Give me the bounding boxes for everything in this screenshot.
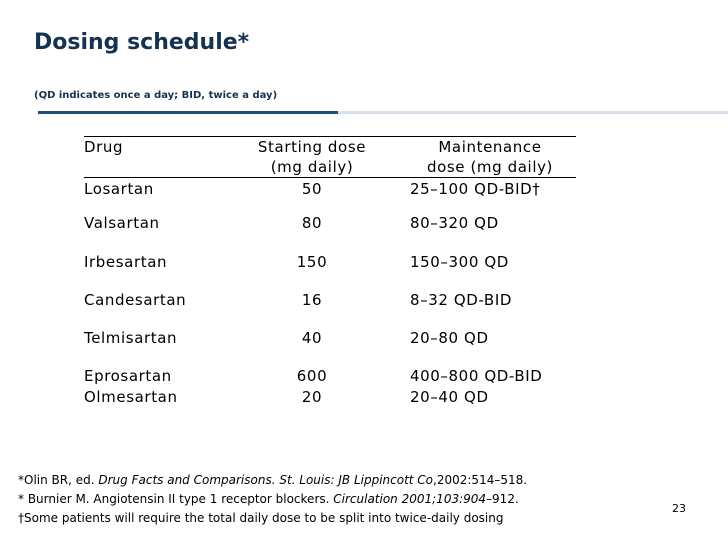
references-block <box>18 471 527 528</box>
cell-drug: Losartan <box>84 180 154 198</box>
cell-starting-dose: 16 <box>301 290 323 309</box>
cell-maintenance-dose: 80–320 QD <box>410 213 499 232</box>
table-row <box>84 178 576 214</box>
cell-drug: Valsartan <box>84 213 160 232</box>
header-maintenance-line1: Maintenance <box>438 138 542 156</box>
reference-1 <box>18 471 527 490</box>
cell-drug: Irbesartan <box>84 252 168 271</box>
title-underline-divider <box>38 111 728 114</box>
cell-starting-dose: 600 <box>296 366 328 385</box>
slide-title: Dosing schedule* <box>34 30 250 55</box>
cell-starting-dose: 150 <box>296 252 328 271</box>
dagger-footnote: †Some patients will require the total daily dose to be split into twice-daily dosing <box>18 511 504 525</box>
table-header-row <box>84 137 576 178</box>
dosing-table <box>84 136 576 409</box>
table-row <box>84 291 576 329</box>
cell-starting-dose: 40 <box>301 328 323 347</box>
reference-1-suffix: ,2002:514–518. <box>433 473 528 487</box>
cell-maintenance-dose: 20–40 QD <box>410 387 489 406</box>
cell-maintenance-dose: 25–100 QD-BID† <box>410 180 541 198</box>
cell-drug: Eprosartan <box>84 366 172 385</box>
table-row <box>84 329 576 367</box>
table-row <box>84 253 576 291</box>
cell-maintenance-dose: 20–80 QD <box>410 328 489 347</box>
table-row <box>84 388 576 409</box>
table-row <box>84 367 576 388</box>
header-starting-dose <box>220 137 404 178</box>
slide-subtitle: (QD indicates once a day; BID, twice a day) <box>34 90 278 101</box>
reference-2 <box>18 490 527 509</box>
header-drug <box>84 137 220 178</box>
header-maintenance-dose <box>404 137 576 178</box>
cell-drug: Telmisartan <box>84 328 178 347</box>
cell-starting-dose: 20 <box>301 387 323 406</box>
page-number: 23 <box>672 502 686 515</box>
header-maintenance-line2: dose (mg daily) <box>426 158 554 176</box>
reference-2-prefix: * Burnier M. Angiotensin II type 1 receptor blockers. <box>18 492 334 506</box>
header-starting-line2: (mg daily) <box>270 158 354 176</box>
cell-maintenance-dose: 400–800 QD-BID <box>410 366 543 385</box>
reference-2-suffix: –912. <box>486 492 519 506</box>
cell-drug: Olmesartan <box>84 387 178 406</box>
header-drug-label: Drug <box>84 138 124 156</box>
reference-1-title: Drug Facts and Comparisons. St. Louis: JB Lippincott Co <box>98 473 434 487</box>
cell-starting-dose: 80 <box>301 213 323 232</box>
header-starting-line1: Starting dose <box>257 138 367 156</box>
cell-maintenance-dose: 8–32 QD-BID <box>410 290 512 309</box>
cell-maintenance-dose: 150–300 QD <box>410 252 509 271</box>
cell-drug: Candesartan <box>84 290 187 309</box>
reference-2-journal: Circulation 2001;103:904 <box>333 492 487 506</box>
table-row <box>84 214 576 253</box>
cell-starting-dose: 50 <box>301 180 323 198</box>
reference-1-prefix: *Olin BR, ed. <box>18 473 99 487</box>
